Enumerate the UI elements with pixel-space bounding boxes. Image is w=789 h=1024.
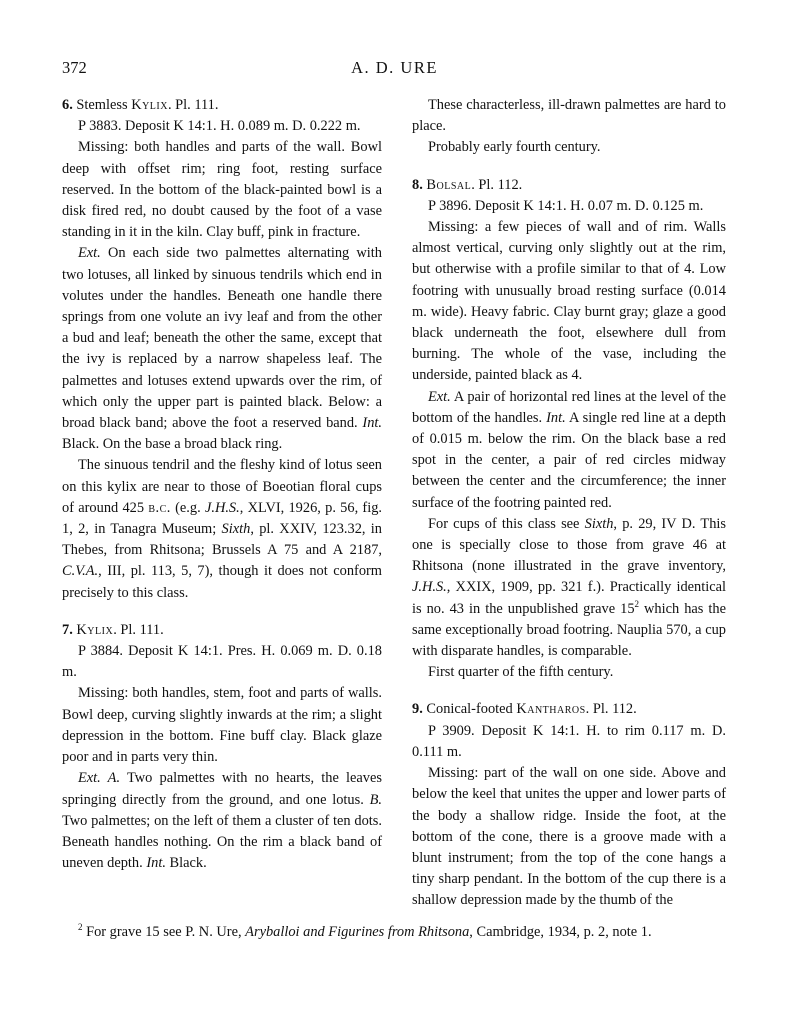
- page-number: 372: [62, 58, 87, 77]
- right-column: [412, 95, 726, 912]
- footnote-text: $^2$ For grave 15 see P. N. Ure, Aryballoi and Figurines from Rhitsona, Cambridge, 1934, p. 2, note 1.: [78, 922, 652, 940]
- entry-6-reference: P 3883. Deposit K 14:1. H. 0.089 m. D. 0.222 m.: [78, 118, 361, 135]
- entry-7-heading: 7. Kylix. Pl. 111.: [62, 621, 164, 638]
- entry-8-description: Missing: a few pieces of wall and of rim. Walls almost vertical, curving only slightly out at the rim, but otherwise with a profile similar to that of 4. Low footring with unusually broad resting surface (0.014 m. wide). Heavy fabric. Clay burnt gray; glaze a good black underneath the foot, elsewhere dull from burning. The whole of the vase, including the underside, painted black as 4.: [412, 219, 726, 384]
- entry-6-heading: 6. Stemless Kylix. Pl. 111.: [62, 97, 219, 113]
- entry-7-reference: P 3884. Deposit K 14:1. Pres. H. 0.069 m. D. 0.18 m.: [62, 643, 382, 681]
- entry-8-decoration: Ext. A pair of horizontal red lines at the level of the bottom of the handles. Int. A single red line at a depth of 0.015 m. below the rim. On the black base a red spot in the center, a pair of red circles midway between the center and the circumference; the inner surface of the footring painted red.: [412, 388, 727, 511]
- footnote: [62, 922, 726, 943]
- entry-7-commentary: These characterless, ill-drawn palmettes are hard to place.: [412, 97, 726, 135]
- entry-8-heading: 8. Bolsal. Pl. 112.: [412, 176, 523, 193]
- entry-6-description: Missing: both handles and parts of the wall. Bowl deep with offset rim; ring foot, resting surface reserved. In the bottom of the black-painted bowl is a disk fired red, no doubt caused by the foot of a vase standing in it in the kiln. Clay buff, pink in fracture.: [62, 139, 382, 241]
- left-column: [62, 95, 382, 874]
- entry-6-commentary: The sinuous tendril and the fleshy kind of lotus seen on this kylix are near to those of Boeotian floral cups of around 425 b.c. (e.g. J.H.S., XLVI, 1926, p. 56, fig. 1, 2, in Tanagra Museum; Sixth, pl. XXIV, 123.32, in Thebes, from Rhitsona; Brussels A 75 and A 2187, C.V.A., III, pl. 113, 5, 7), though it does not conform precisely to this class.: [62, 457, 383, 601]
- entry-9-description: Missing: part of the wall on one side. Above and below the keel that unites the upper and lower parts of the body a shallow ridge. Inside the foot, at the bottom of the cone, there is a groove made with a blunt instrument; from the top of the cone hangs a tiny sharp pendant. In the bottom of the cup there is a shallow depression made by the thumb of the: [412, 765, 726, 909]
- page-header: [62, 58, 727, 82]
- entry-9-heading: 9. Conical-footed Kantharos. Pl. 112.: [412, 701, 637, 718]
- entry-7-description: Missing: both handles, stem, foot and parts of walls. Bowl deep, curving slightly inwards at the rim; a slight depression in the bottom. Fine buff clay. Black glaze poor and in parts very thin.: [62, 685, 382, 766]
- entry-8-date: First quarter of the fifth century.: [428, 664, 614, 681]
- entry-9-reference: P 3909. Deposit K 14:1. H. to rim 0.117 m. D. 0.111 m.: [412, 722, 726, 760]
- entry-7-date: Probably early fourth century.: [428, 139, 601, 156]
- entry-8-reference: P 3896. Deposit K 14:1. H. 0.07 m. D. 0.125 m.: [428, 197, 704, 214]
- running-head: A. D. URE: [351, 58, 438, 77]
- footnote-marker: 2: [634, 598, 640, 609]
- entry-8-commentary: For cups of this class see Sixth, p. 29, IV D. This one is specially close to those from grave 46 at Rhitsona (none illustrated in the grave inventory, J.H.S., XXIX, 1909, pp. 321 f.). Practically identical is no. 43 in the unpublished grave $15^2$ which has the same exceptionally broad footring. Nauplia 570, a cup with disparate handles, is comparable.: [412, 515, 726, 660]
- entry-7-decoration: Ext. A. Two palmettes with no hearts, the leaves springing directly from the ground, and one lotus. B. Two palmettes; on the left of them a cluster of ten dots. Beneath handles nothing. On the rim a black band of uneven depth. Int. Black.: [62, 770, 382, 872]
- entry-6-decoration: Ext. On each side two palmettes alternating with two lotuses, all linked by sinuous tendrils which end in volutes under the handles. Beneath one handle there springs from one volute an ivy leaf and from the other a bud and leaf; beneath the other the same, except that the ivy is replaced by a narrow shapeless leaf. The palmettes and lotuses extend upwards over the rim, of which only the upper part is painted black. Below: a broad black band; above the foot a reserved band. Int. Black. On the base a broad black ring.: [62, 245, 382, 453]
